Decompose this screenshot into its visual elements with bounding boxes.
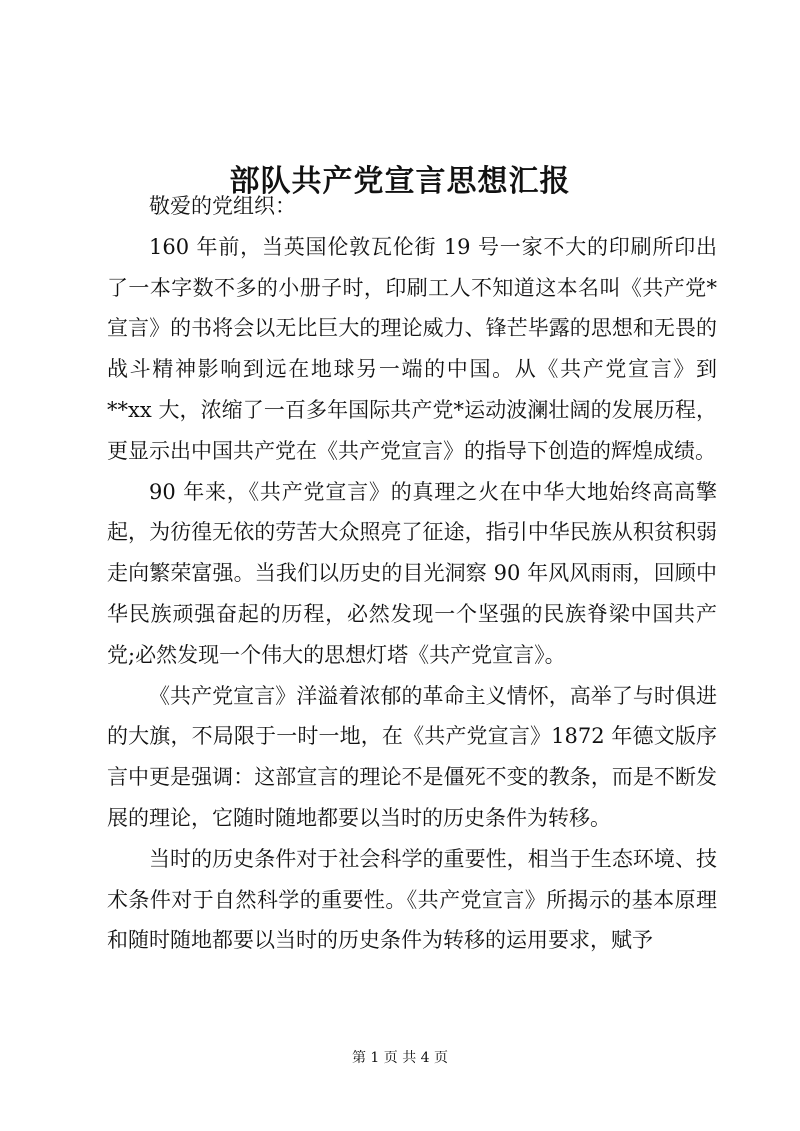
page-footer: 第 1 页 共 4 页 [351,1050,449,1066]
paragraph-2: 90 年来，《共产党宣言》的真理之火在中华大地始终高高擎起，为彷徨无依的劳苦大众照亮了征途，指引中华民族从积贫积弱走向繁荣富强。当我们以历史的目光洞察 90 年风风雨雨，回顾中华民族顽强奋起的历程，必然发现一个坚强的民族脊梁中国共产党;必然发现一个伟大的思想灯塔《共产党宣言》。 [107,479,717,667]
document-title: 部队共产党宣言思想汇报 [229,164,571,200]
paragraph-3: 《共产党宣言》洋溢着浓郁的革命主义情怀，高举了与时俱进的大旗，不局限于一时一地，在《共产党宣言》1872 年德文版序言中更是强调：这部宣言的理论不是僵死不变的教条，而是不断发展的理论，它随时随地都要以当时的历史条件为转移。 [107,683,717,830]
document-body [107,186,717,961]
salutation: 敬爱的党组织： [149,194,296,218]
paragraph-4: 当时的历史条件对于社会科学的重要性，相当于生态环境、技术条件对于自然科学的重要性。《共产党宣言》所揭示的基本原理和随时随地都要以当时的历史条件为转移的运用要求，赋予 [107,846,717,953]
paragraph-1: 160 年前，当英国伦敦瓦伦街 19 号一家不大的印刷所印出了一本字数不多的小册子时，印刷工人不知道这本名叫《共产党*宣言》的书将会以无比巨大的理论威力、锋芒毕露的思想和无畏的战斗精神影响到远在地球另一端的中国。从《共产党宣言》到**xx 大，浓缩了一百多年国际共产党*运动波澜壮阔的发展历程，更显示出中国共产党在《共产党宣言》的指导下创造的辉煌成绩。 [107,234,717,463]
